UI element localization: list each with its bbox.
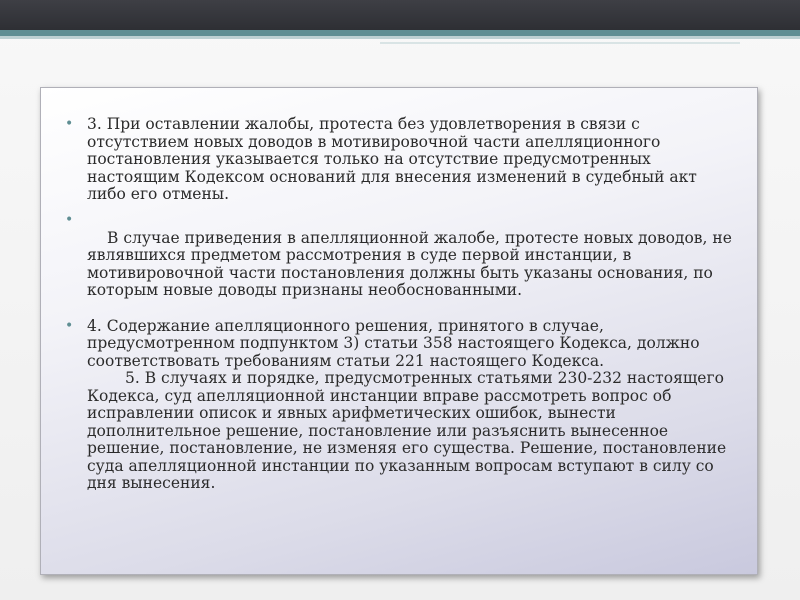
item-4-text: 4. Содержание апелляционного решения, принятого в случае, предусмотренном подпунктом 3) статьи 358 настоящего Кодекса, должно соответствовать требованиям статьи 221 настоящего Кодекса. <box>87 316 700 370</box>
bullet-list-2 <box>61 318 733 493</box>
accent-stripe-light <box>0 36 800 39</box>
accent-stripe-thin <box>380 42 740 44</box>
top-header-bar <box>0 0 800 30</box>
list-item-empty <box>61 212 733 230</box>
item-3-text: 3. При оставлении жалобы, протеста без удовлетворения в связи с отсутствием новых доводов в мотивировочной части апелляционного постановления указывается только на отсутствие предусмотренных настоящим Кодексом оснований для внесения изменений в судебный акт либо его отмены. <box>87 115 697 203</box>
spacer <box>61 300 733 318</box>
list-item-3 <box>61 116 733 204</box>
content-box <box>40 87 758 575</box>
item-5-text: 5. В случаях и порядке, предусмотренных статьями 230-232 настоящего Кодекса, суд апелляционной инстанции вправе рассмотреть вопрос об исправлении описок и явных арифметических ошибок, вынести дополнительное решение, постановление или разъяснить вынесенное решение, постановление, не изменяя его существа. Решение, постановление суда апелляционной инстанции по указанным вопросам вступают в силу со дня вынесения. <box>87 369 727 492</box>
continuation-paragraph: В случае приведения в апелляционной жалобе, протесте новых доводов, не являвшихся предметом рассмотрения в суде первой инстанции, в мотивировочной части постановления должны быть указаны основания, по которым новые доводы признаны необоснованными. <box>87 228 732 299</box>
bullet-icon: • <box>65 317 74 334</box>
bullet-icon: • <box>65 116 74 132</box>
list-item-4 <box>61 318 733 493</box>
bullet-icon: • <box>65 211 74 228</box>
bullet-list <box>61 116 733 230</box>
